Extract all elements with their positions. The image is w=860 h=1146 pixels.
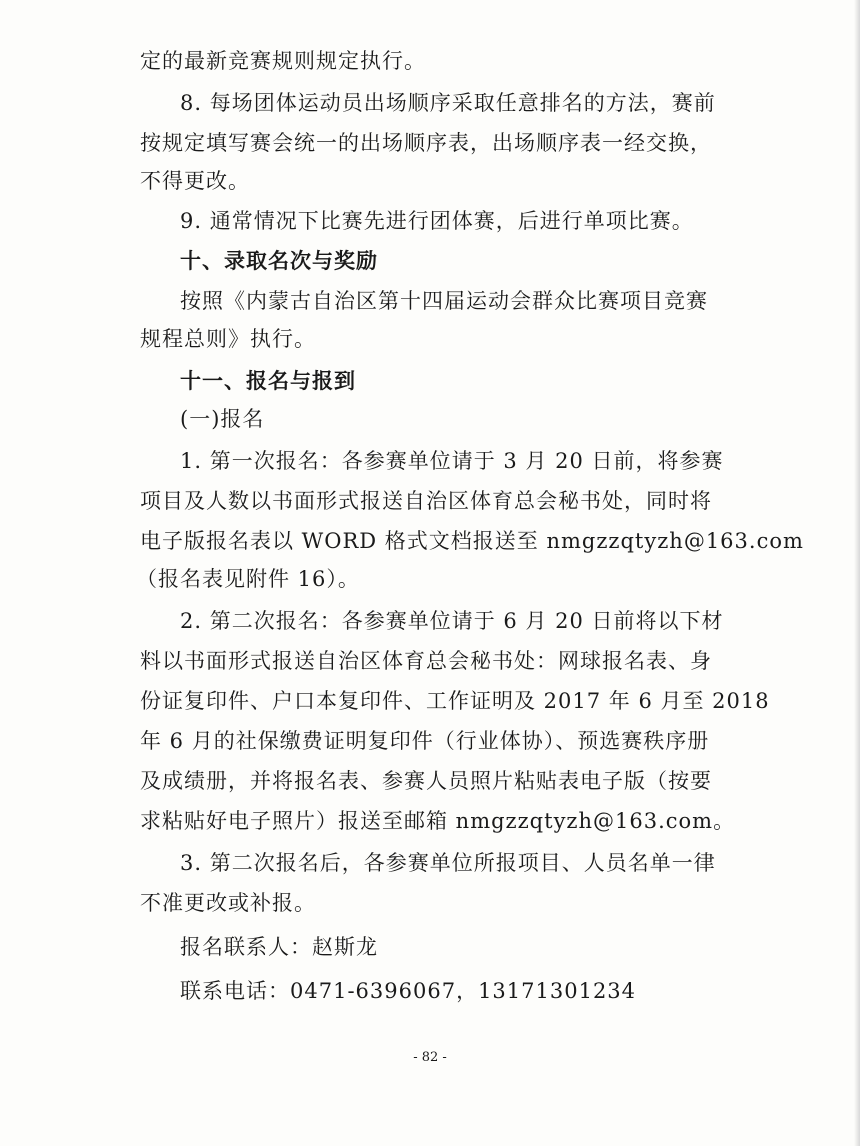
text-line-item-9: 9. 通常情况下比赛先进行团体赛，后进行单项比赛。 xyxy=(180,209,694,233)
section-heading-ten: 十、录取名次与奖励 xyxy=(180,249,378,273)
text-line-reg-2-cont-5: 求粘贴好电子照片）报送至邮箱 nmgzzqtyzh@163.com。 xyxy=(140,809,736,833)
text-line-item-8-cont-2: 不得更改。 xyxy=(140,169,250,193)
text-line-item-8-cont-1: 按规定填写赛会统一的出场顺序表，出场顺序表一经交换， xyxy=(140,131,712,155)
text-line-reg-1-cont-3: （报名表见附件 16）。 xyxy=(136,567,360,591)
text-line-contact-person: 报名联系人：赵斯龙 xyxy=(180,935,378,959)
text-line-reg-1-cont-2: 电子版报名表以 WORD 格式文档报送至 nmgzzqtyzh@163.com xyxy=(140,529,804,553)
text-line-rules-continuation: 定的最新竞赛规则规定执行。 xyxy=(140,49,426,73)
text-line-reg-2-cont-3: 年 6 月的社保缴费证明复印件（行业体协）、预选赛秩序册 xyxy=(140,729,710,753)
text-line-awards: 按照《内蒙古自治区第十四届运动会群众比赛项目竞赛 xyxy=(180,289,708,313)
text-line-reg-1: 1. 第一次报名：各参赛单位请于 3 月 20 日前，将参赛 xyxy=(180,449,724,473)
text-line-reg-2-cont-4: 及成绩册，并将报名表、参赛人员照片粘贴表电子版（按要 xyxy=(140,769,712,793)
text-line-reg-2: 2. 第二次报名：各参赛单位请于 6 月 20 日前将以下材 xyxy=(180,609,724,633)
text-line-reg-3-cont: 不准更改或补报。 xyxy=(140,891,316,915)
text-line-reg-1-cont-1: 项目及人数以书面形式报送自治区体育总会秘书处，同时将 xyxy=(140,489,712,513)
text-line-contact-phone: 联系电话：0471-6396067，13171301234 xyxy=(180,979,637,1003)
text-line-reg-2-cont-2: 份证复印件、户口本复印件、工作证明及 2017 年 6 月至 2018 xyxy=(140,689,770,713)
text-line-reg-3: 3. 第二次报名后，各参赛单位所报项目、人员名单一律 xyxy=(180,851,716,875)
text-line-item-8: 8. 每场团体运动员出场顺序采取任意排名的方法，赛前 xyxy=(180,91,716,115)
section-heading-eleven: 十一、报名与报到 xyxy=(180,369,356,393)
text-line-awards-cont: 规程总则》执行。 xyxy=(140,327,316,351)
subsection-heading-registration: (一)报名 xyxy=(180,407,265,431)
page-edge-shadow xyxy=(854,0,860,1146)
text-line-reg-2-cont-1: 料以书面形式报送自治区体育总会秘书处：网球报名表、身 xyxy=(140,649,712,673)
page-number: - 82 - xyxy=(413,1050,447,1065)
